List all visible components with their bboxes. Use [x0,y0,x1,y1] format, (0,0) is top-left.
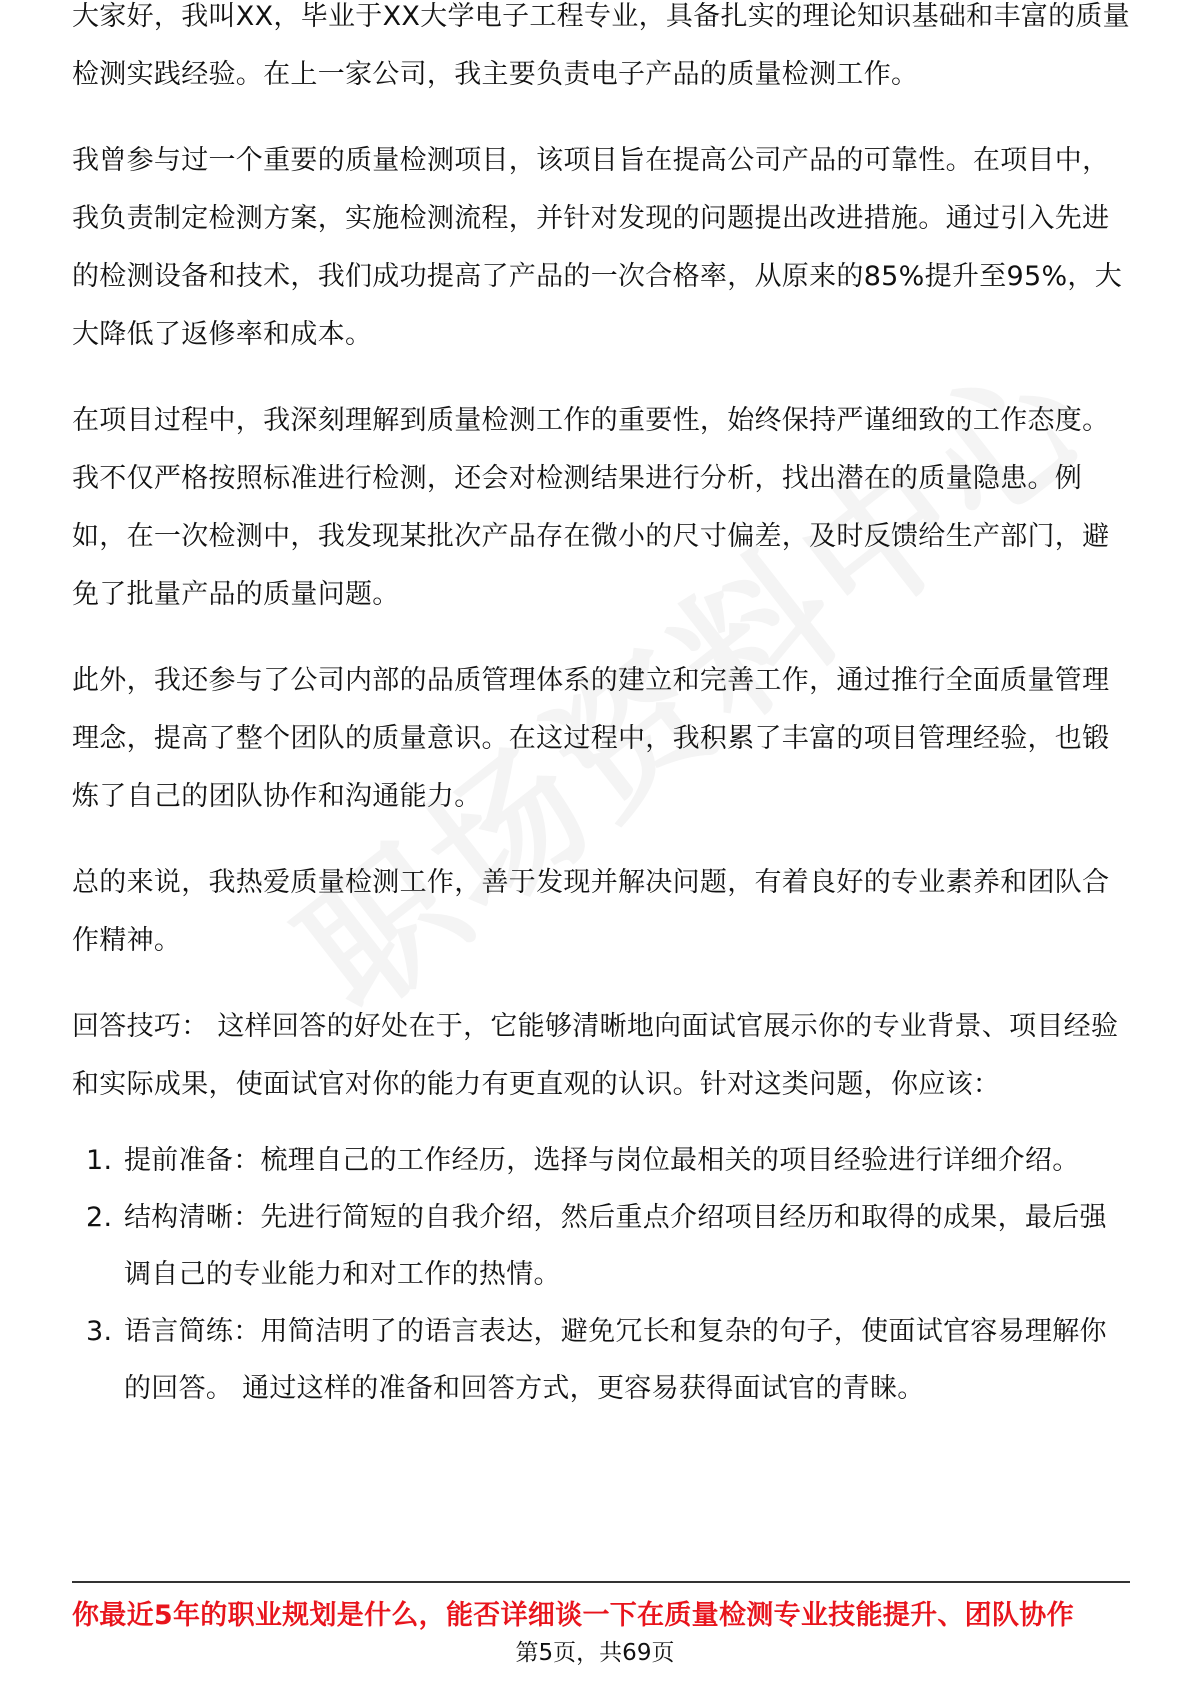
list-item-text: 提前准备：梳理自己的工作经历，选择与岗位最相关的项目经验进行详细介绍。 [124,1145,1080,1176]
list-item-text: 语言简练：用简洁明了的语言表达，避免冗长和复杂的句子，使面试官容易理解你的回答。 通过这样的准备和回答方式，更容易获得面试官的青睐。 [124,1316,1107,1404]
list-item [72,1303,1132,1417]
list-number: 3. [86,1316,113,1347]
paragraph-summary: 总的来说，我热爱质量检测工作，善于发现并解决问题，有着良好的专业素养和团队合作精神。 [72,867,1110,956]
paragraph-process: 在项目过程中，我深刻理解到质量检测工作的重要性，始终保持严谨细致的工作态度。我不仅严格按照标准进行检测，还会对检测结果进行分析，找出潜在的质量隐患。例如，在一次检测中，我发现某批次产品存在微小的尺寸偏差，及时反馈给生产部门，避免了批量产品的质量问题。 [72,405,1110,610]
list-item [72,1189,1132,1303]
paragraph-answer-tips: 回答技巧： 这样回答的好处在于，它能够清晰地向面试官展示你的专业背景、项目经验和实际成果，使面试官对你的能力有更直观的认识。针对这类问题，你应该： [72,1011,1119,1100]
list-item-text: 结构清晰：先进行简短的自我介绍，然后重点介绍项目经历和取得的成果，最后强调自己的专业能力和对工作的热情。 [124,1202,1107,1290]
page-content [72,1,1132,1417]
next-question-heading: 你最近5年的职业规划是什么，能否详细谈一下在质量检测专业技能提升、团队协作 [72,1600,1074,1631]
page-number: 第5页，共69页 [515,1640,675,1666]
list-number: 2. [86,1202,113,1233]
paragraph-management: 此外，我还参与了公司内部的品质管理体系的建立和完善工作，通过推行全面质量管理理念，提高了整个团队的质量意识。在这过程中，我积累了丰富的项目管理经验，也锻炼了自己的团队协作和沟通能力。 [72,665,1110,812]
list-number: 1. [86,1145,113,1176]
list-item [72,1132,1132,1189]
tips-list [72,1132,1132,1417]
section-divider [72,1581,1130,1583]
paragraph-project: 我曾参与过一个重要的质量检测项目，该项目旨在提高公司产品的可靠性。在项目中，我负责制定检测方案，实施检测流程，并针对发现的问题提出改进措施。通过引入先进的检测设备和技术，我们成功提高了产品的一次合格率，从原来的85%提升至95%，大大降低了返修率和成本。 [72,145,1123,350]
paragraph-intro: 大家好，我叫XX，毕业于XX大学电子工程专业，具备扎实的理论知识基础和丰富的质量检测实践经验。在上一家公司，我主要负责电子产品的质量检测工作。 [72,1,1130,90]
